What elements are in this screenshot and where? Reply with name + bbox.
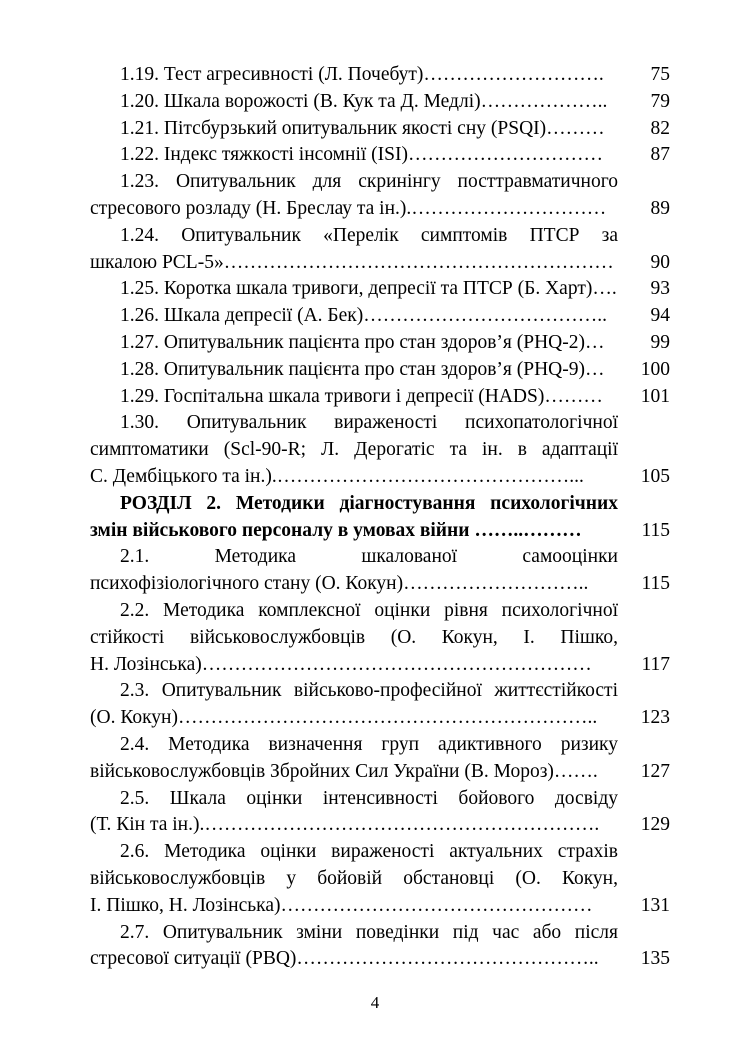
toc-page-number: 105 [640, 465, 670, 487]
toc-entry-line: 1.23. Опитувальник для скринінгу посттравматичного [120, 171, 618, 193]
toc-entry-line: 2.6. Методика оцінки вираженості актуальних страхів [120, 841, 618, 863]
toc-entry [90, 357, 670, 384]
toc-entry-line: змін військового персоналу в умовах війни ……..……… [90, 519, 582, 541]
toc-entry-line: 1.21. Пітсбурзький опитувальник якості сну (PSQI)……… [120, 117, 605, 139]
toc-entry-title [90, 384, 618, 411]
toc-entry-line: 1.22. Індекс тяжкості інсомнії (ISI)………………………… [120, 144, 603, 166]
toc-entry [90, 276, 670, 303]
toc-entry-line: 2.7. Опитувальник зміни поведінки під час або після [120, 921, 618, 943]
toc-entry-line: 2.3. Опитувальник військово-професійної життєстійкості [120, 680, 618, 702]
toc-page-number: 127 [640, 760, 670, 782]
toc-entry-line: (Т. Кін та ін.).……………………………………………………. [90, 814, 600, 836]
toc-entry-line: стресового розладу (Н. Бреслау та ін.).………………………… [90, 197, 607, 219]
toc-entry-line: 1.27. Опитувальник пацієнта про стан здоров’я (PHQ-2)… [120, 331, 605, 353]
toc-entry [90, 62, 670, 89]
toc-entry-line: РОЗДІЛ 2. Методики діагностування психологічних [120, 492, 618, 514]
toc-page-number: 82 [650, 117, 670, 139]
toc-page-number: 87 [650, 144, 670, 166]
toc-entry-title [90, 330, 618, 357]
toc-entry-title [90, 410, 618, 490]
toc-entry-line: шкалою PCL-5»…………………………………………………… [90, 251, 614, 273]
toc-entry-line: І. Пішко, Н. Лозінська)………………………………………… [90, 894, 593, 916]
toc-entry-line: (О. Кокун)……………………………………………………….. [90, 707, 598, 729]
toc-entry-title [90, 116, 618, 143]
toc-page-number: 94 [650, 305, 670, 327]
toc-entry [90, 223, 670, 277]
toc-section-heading [90, 491, 670, 545]
toc-page-number: 129 [640, 814, 670, 836]
toc-entry-title [90, 303, 618, 330]
toc-page-number: 115 [641, 573, 670, 595]
toc-page-number: 90 [650, 251, 670, 273]
toc-entry-title [90, 357, 618, 384]
toc-entry-line: 1.26. Шкала депресії (А. Бек)……………………………….. [120, 305, 607, 327]
toc-page-number: 89 [650, 197, 670, 219]
toc-page-number: 117 [641, 653, 670, 675]
toc-entry-title [90, 142, 618, 169]
toc-entry-line: С. Дембіцького та ін.).………………………………………... [90, 465, 584, 487]
toc-entry [90, 330, 670, 357]
toc-entry-line: військовослужбовців у бойовій обстановці (О. Кокун, [90, 867, 618, 889]
toc-entry-line: психофізіологічного стану (О. Кокун)……………………….. [90, 573, 589, 595]
toc-page-number: 100 [640, 358, 670, 380]
toc-entry-line: стійкості військовослужбовців (О. Кокун, І. Пішко, [90, 626, 618, 648]
toc-page-number: 93 [650, 278, 670, 300]
toc-entry-line: 2.2. Методика комплексної оцінки рівня психологічної [120, 599, 618, 621]
toc-entry-line: 1.30. Опитувальник вираженості психопатологічної [120, 412, 618, 434]
toc-entry [90, 89, 670, 116]
toc-entry [90, 384, 670, 411]
toc-entry-title [90, 598, 618, 678]
toc-entry-title [90, 276, 618, 303]
toc-entry-title [90, 491, 618, 545]
toc-entry-line: 1.19. Тест агресивності (Л. Почебут)………………………. [120, 64, 604, 85]
toc-page-number: 123 [640, 707, 670, 729]
toc-page-number: 79 [650, 90, 670, 112]
toc-entry [90, 142, 670, 169]
toc-entry-title [90, 544, 618, 598]
toc-entry-line: 2.4. Методика визначення груп адиктивного ризику [120, 733, 618, 755]
toc-entry [90, 732, 670, 786]
toc-entry-line: військовослужбовців Збройних Сил України (В. Мороз)……. [90, 760, 598, 782]
toc-page-number: 115 [641, 519, 670, 541]
toc-entry [90, 544, 670, 598]
toc-entry-line: 1.29. Госпітальна шкала тривоги і депресії (HADS)……… [120, 385, 603, 407]
toc-page-number: 135 [640, 948, 670, 970]
toc-entry-line: 1.24. Опитувальник «Перелік симптомів ПТСР за [120, 224, 618, 246]
toc-entry [90, 839, 670, 919]
toc-entry-line: 1.20. Шкала ворожості (В. Кук та Д. Медлі)……………….. [120, 90, 608, 112]
toc-entry-title [90, 169, 618, 223]
toc-page-number: 101 [640, 385, 670, 407]
toc-entry-title [90, 678, 618, 732]
toc-entry-title [90, 920, 618, 974]
toc-entry-title [90, 223, 618, 277]
toc-entry-line: симптоматики (Scl-90-R; Л. Дерогатіс та ін. в адаптації [90, 439, 618, 461]
toc-entry [90, 116, 670, 143]
toc-entry-line: 1.25. Коротка шкала тривоги, депресії та ПТСР (Б. Харт)…. [120, 278, 617, 300]
toc-page-number: 131 [640, 894, 670, 916]
toc-entry [90, 920, 670, 974]
toc-entry [90, 303, 670, 330]
table-of-contents [90, 62, 670, 973]
toc-entry [90, 598, 670, 678]
toc-entry [90, 169, 670, 223]
toc-entry-line: 1.28. Опитувальник пацієнта про стан здоров’я (PHQ-9)… [120, 358, 605, 380]
toc-entry-line: стресової ситуації (PBQ)……………………………………….. [90, 948, 599, 970]
toc-entry [90, 786, 670, 840]
toc-entry-title [90, 62, 618, 89]
toc-entry-line: 2.5. Шкала оцінки інтенсивності бойового досвіду [120, 787, 618, 809]
toc-entry-line: 2.1. Методика шкалованої самооцінки [120, 546, 618, 568]
toc-page-number: 99 [650, 331, 670, 353]
toc-entry-title [90, 732, 618, 786]
page-number: 4 [370, 993, 380, 1012]
toc-page-number: 75 [650, 64, 670, 85]
toc-entry [90, 410, 670, 490]
toc-entry-line: Н. Лозінська)…………………………………………………… [90, 653, 592, 675]
toc-entry [90, 678, 670, 732]
toc-entry-title [90, 89, 618, 116]
toc-entry-title [90, 786, 618, 840]
toc-entry-title [90, 839, 618, 919]
